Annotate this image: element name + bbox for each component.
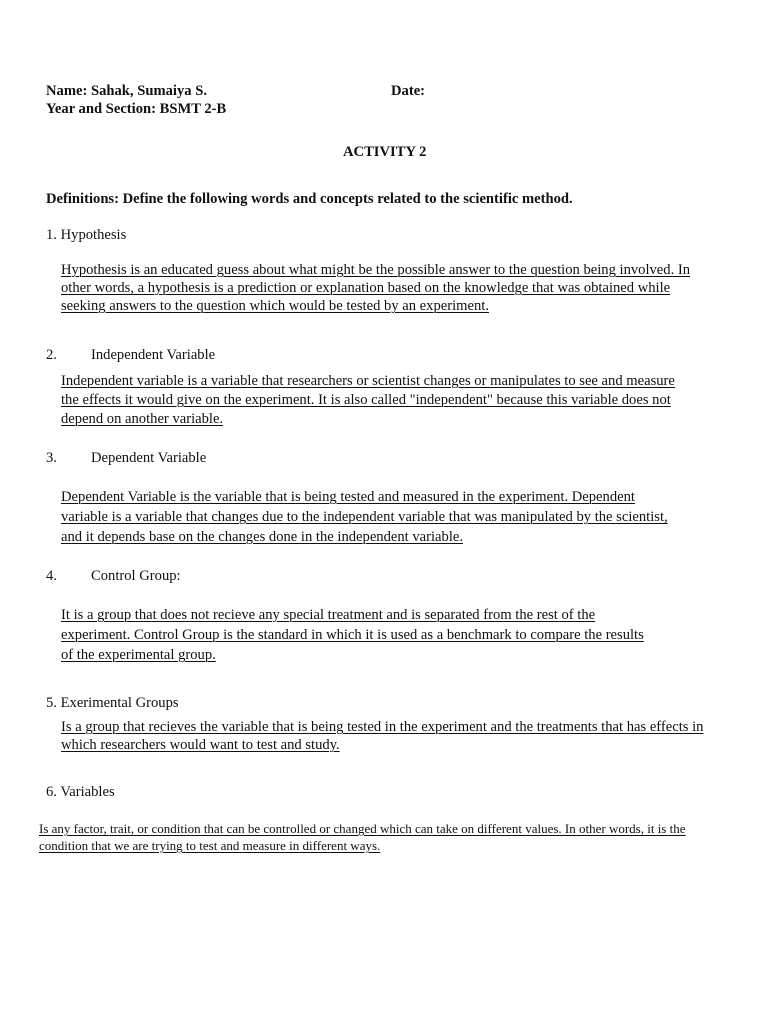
definition-line: which researchers would want to test and study. [61, 737, 340, 753]
item-number: 5. [46, 695, 57, 711]
item-number: 4. [46, 568, 57, 584]
definition-line: Is a group that recieves the variable that is being tested in the experiment and the treatments that has effects in [61, 719, 704, 735]
instructions: Definitions: Define the following words and concepts related to the scientific method. [46, 191, 573, 207]
item-term: Dependent Variable [91, 450, 207, 466]
definition-line: other words, a hypothesis is a prediction or explanation based on the knowledge that was obtained while [61, 280, 671, 296]
definition-line: Dependent Variable is the variable that is being tested and measured in the experiment. Dependent [61, 489, 635, 505]
year-section: Year and Section: BSMT 2-B [46, 101, 227, 117]
item-heading [46, 694, 179, 712]
item-heading [46, 783, 115, 801]
item-term: Variables [60, 784, 115, 800]
page-title: ACTIVITY 2 [343, 144, 427, 160]
item-number: 6. [46, 784, 57, 800]
definition-line: experiment. Control Group is the standard in which it is used as a benchmark to compare the results [61, 627, 644, 643]
definition-line: seeking answers to the question which would be tested by an experiment. [61, 298, 489, 314]
definition-line: condition that we are trying to test and measure in different ways. [39, 838, 381, 853]
definition-line: Is any factor, trait, or condition that can be controlled or changed which can take on different values. In other words, it is the [39, 821, 686, 836]
item-heading [46, 226, 126, 244]
definition-line: depend on another variable. [61, 411, 224, 427]
definition-line: Hypothesis is an educated guess about what might be the possible answer to the question being involved. In [61, 262, 691, 278]
definition-line: It is a group that does not recieve any special treatment and is separated from the rest of the [61, 607, 596, 623]
item-term: Hypothesis [60, 227, 127, 243]
item-term: Independent Variable [91, 347, 216, 363]
definition-line: of the experimental group. [61, 647, 216, 663]
definition-line: the effects it would give on the experiment. It is also called "independent" because this variable does not [61, 392, 671, 408]
item-number: 2. [46, 347, 57, 363]
item-number: 1. [46, 227, 57, 243]
definition-line: variable is a variable that changes due to the independent variable that was manipulated by the scientist, [61, 509, 668, 525]
definition-line: Independent variable is a variable that researchers or scientist changes or manipulates to see and measure [61, 373, 675, 389]
item-term: Exerimental Groups [60, 695, 179, 711]
definition-line: and it depends base on the changes done in the independent variable. [61, 529, 464, 545]
student-name: Name: Sahak, Sumaiya S. [46, 83, 207, 99]
date-label: Date: [391, 83, 426, 99]
item-number: 3. [46, 450, 57, 466]
item-term: Control Group: [91, 568, 181, 584]
